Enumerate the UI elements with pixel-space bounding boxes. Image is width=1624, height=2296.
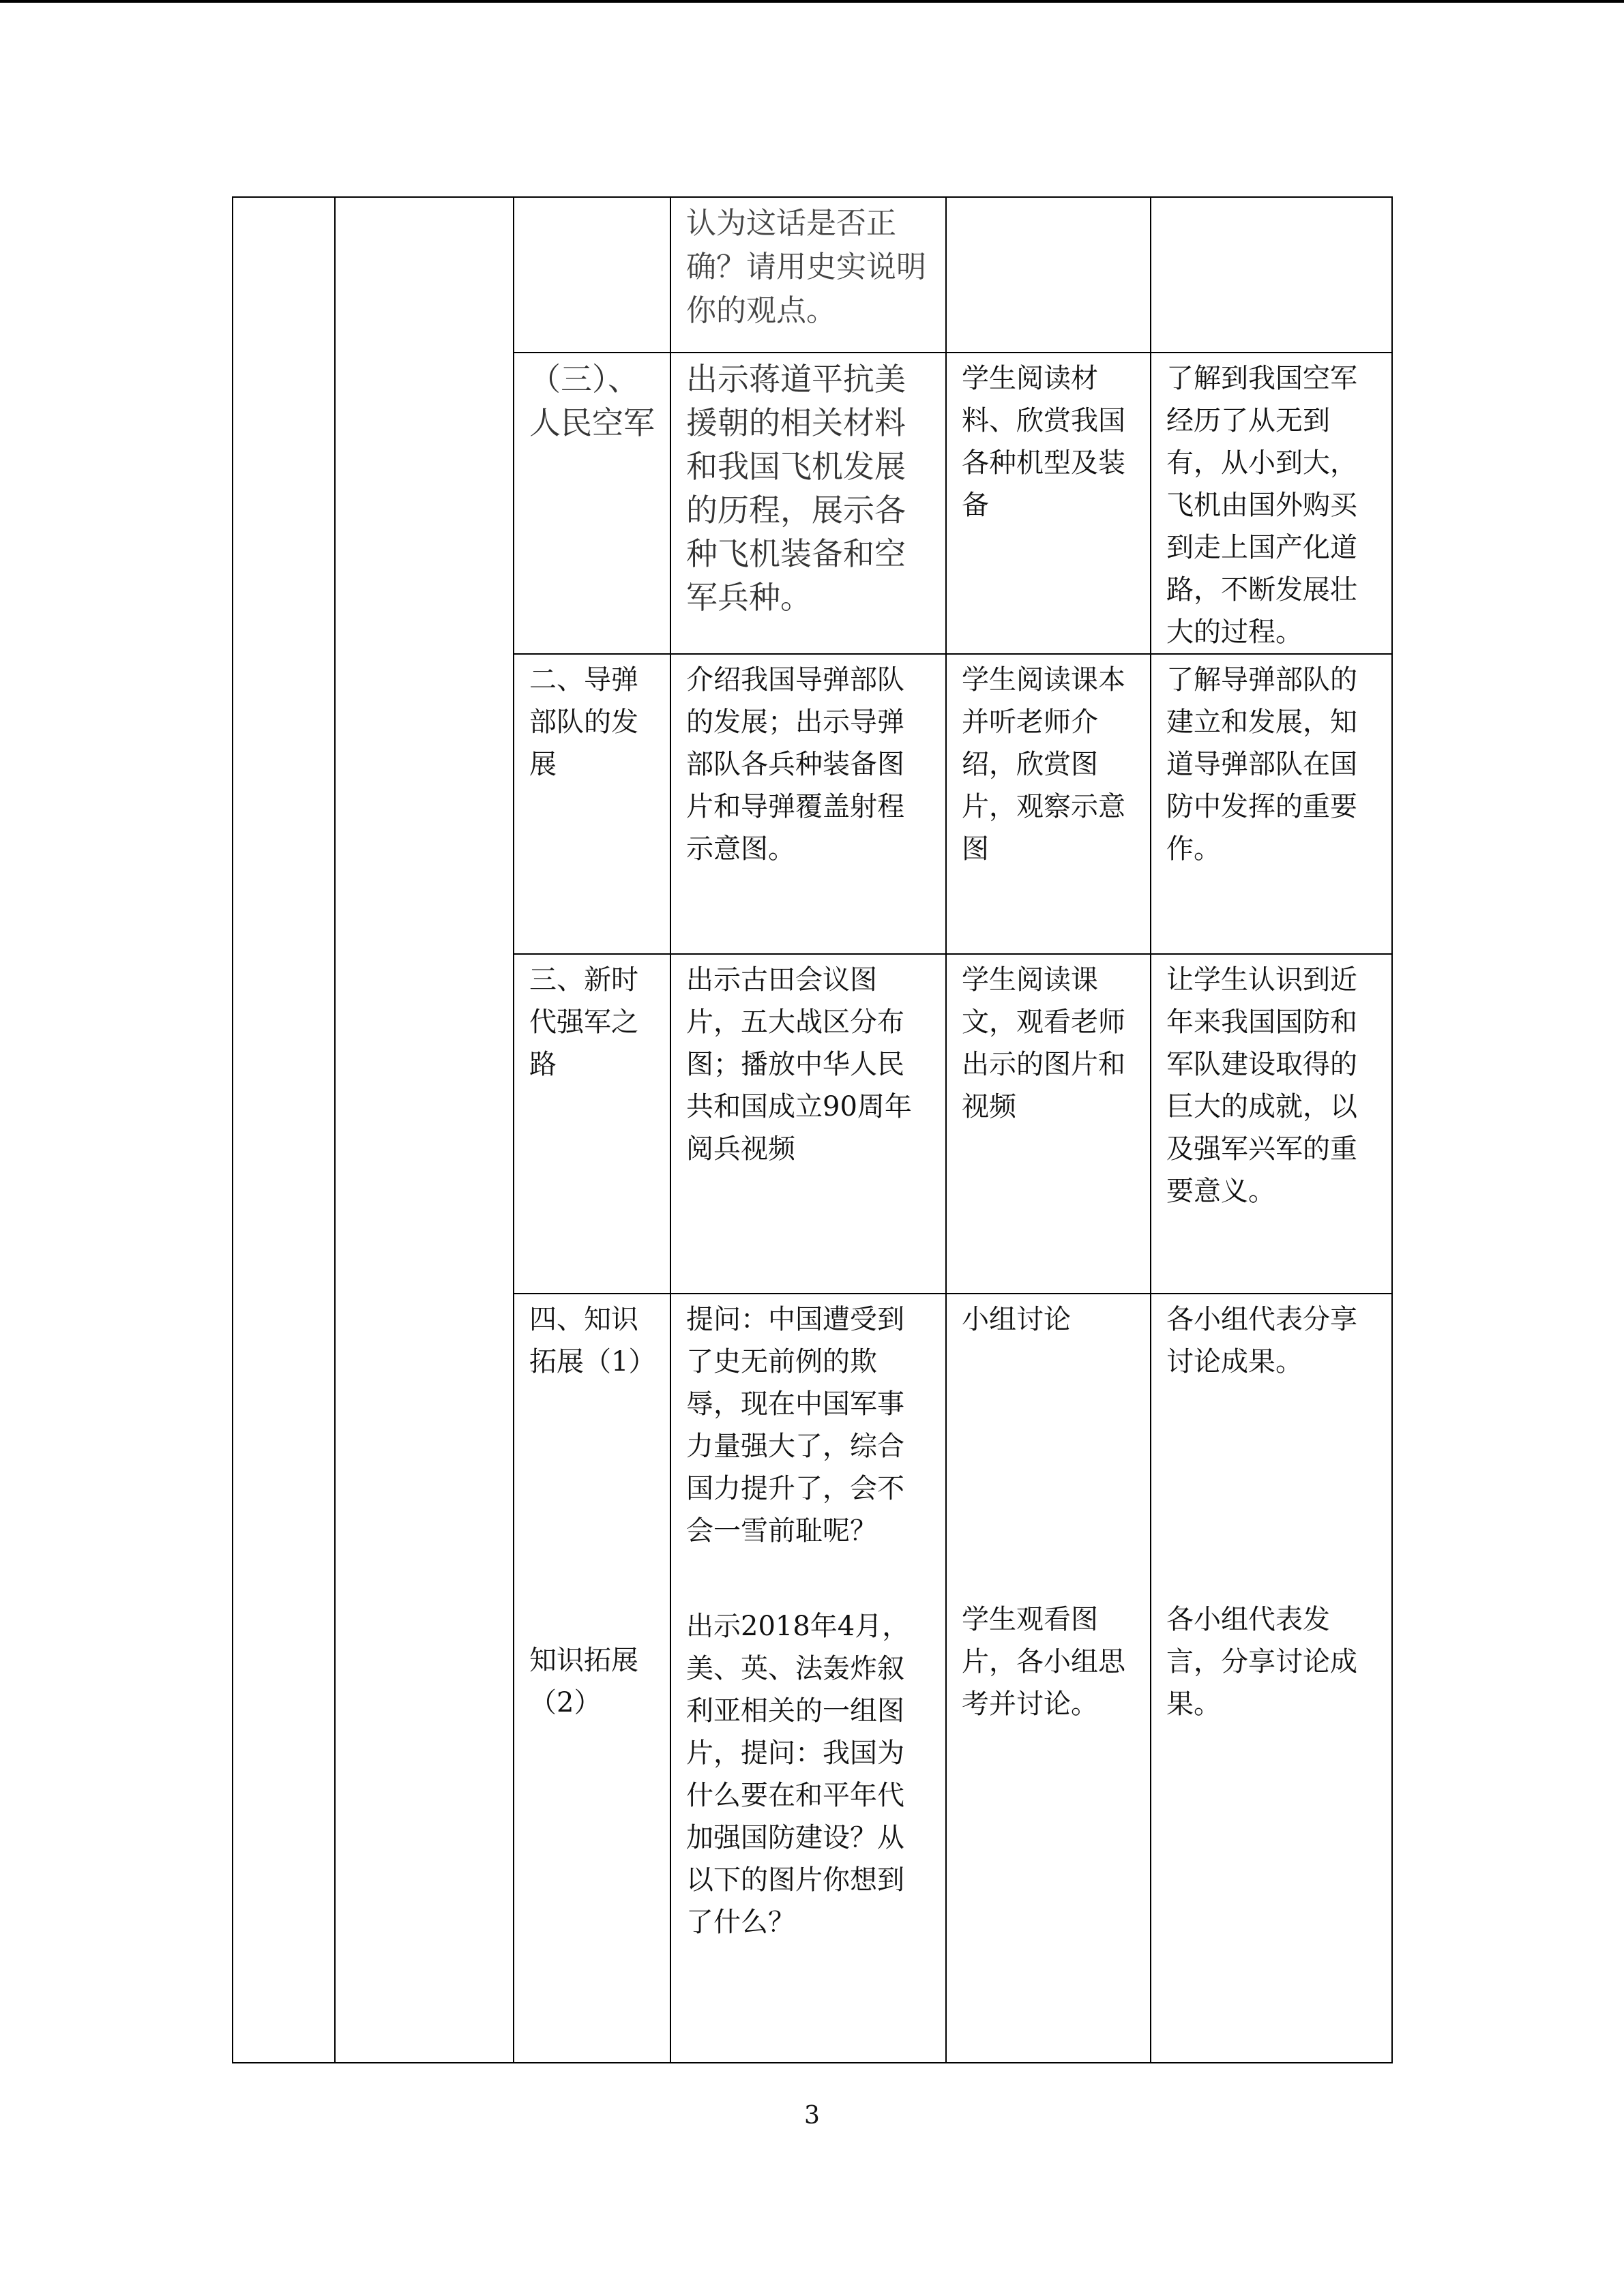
activity-cell: 出示蒋道平抗美援朝的相关材料和我国飞机发展的历程，展示各种飞机装备和空军兵种。 <box>670 353 946 654</box>
blank-column-1 <box>233 197 335 2063</box>
purpose-cell <box>1151 1294 1392 2063</box>
section-cell <box>514 197 670 353</box>
table-row <box>233 197 1392 353</box>
student-cell: 学生阅读课本并听老师介绍，欣赏图片，观察示意图 <box>946 654 1151 954</box>
activity-cell <box>670 1294 946 2063</box>
expansion-1-purpose: 各小组代表分享讨论成果。 <box>1166 1304 1357 1377</box>
activity-cell: 介绍我国导弹部队的发展；出示导弹部队各兵种装备图片和导弹覆盖射程示意图。 <box>670 654 946 954</box>
lesson-plan-table <box>232 196 1393 2063</box>
section-cell: （三）、人民空军 <box>514 353 670 654</box>
blank-column-2 <box>335 197 514 2063</box>
purpose-cell: 了解到我国空军经历了从无到有，从小到大，飞机由国外购买到走上国产化道路，不断发展壮大的过程。 <box>1151 353 1392 654</box>
page-number: 3 <box>804 2102 820 2130</box>
purpose-cell: 让学生认识到近年来我国国防和军队建设取得的巨大的成就，以及强军兴军的重要意义。 <box>1151 954 1392 1294</box>
expansion-2-purpose: 各小组代表发言，分享讨论成果。 <box>1166 1604 1357 1720</box>
expansion-1-student: 小组讨论 <box>962 1304 1071 1335</box>
expansion-2-activity: 出示2018年4月，美、英、法轰炸叙利亚相关的一组图片，提问：我国为什么要在和平年代加强国防建设？从以下的图片你想到了什么？ <box>686 1611 910 1938</box>
expansion-2-section: 知识拓展（2） <box>529 1645 638 1718</box>
student-cell: 学生阅读材料、欣赏我国各种机型及装备 <box>946 353 1151 654</box>
student-cell <box>946 1294 1151 2063</box>
activity-cell: 出示古田会议图片，五大战区分布图；播放中华人民共和国成立90周年阅兵视频 <box>670 954 946 1294</box>
student-cell <box>946 197 1151 353</box>
student-cell: 学生阅读课文，观看老师出示的图片和视频 <box>946 954 1151 1294</box>
expansion-2-student: 学生观看图片，各小组思考并讨论。 <box>962 1604 1125 1720</box>
expansion-1-section: 四、知识拓展（1） <box>529 1304 656 1377</box>
activity-cell: 认为这话是否正确？请用史实说明你的观点。 <box>670 197 946 353</box>
purpose-cell <box>1151 197 1392 353</box>
section-cell <box>514 1294 670 2063</box>
expansion-1-activity: 提问：中国遭受到了史无前例的欺辱，现在中国军事力量强大了，综合国力提升了，会不会一雪前耻呢？ <box>686 1304 904 1547</box>
section-cell: 三、新时代强军之路 <box>514 954 670 1294</box>
purpose-cell: 了解导弹部队的建立和发展，知道导弹部队在国防中发挥的重要作。 <box>1151 654 1392 954</box>
top-rule <box>0 0 1624 3</box>
section-cell: 二、导弹部队的发展 <box>514 654 670 954</box>
